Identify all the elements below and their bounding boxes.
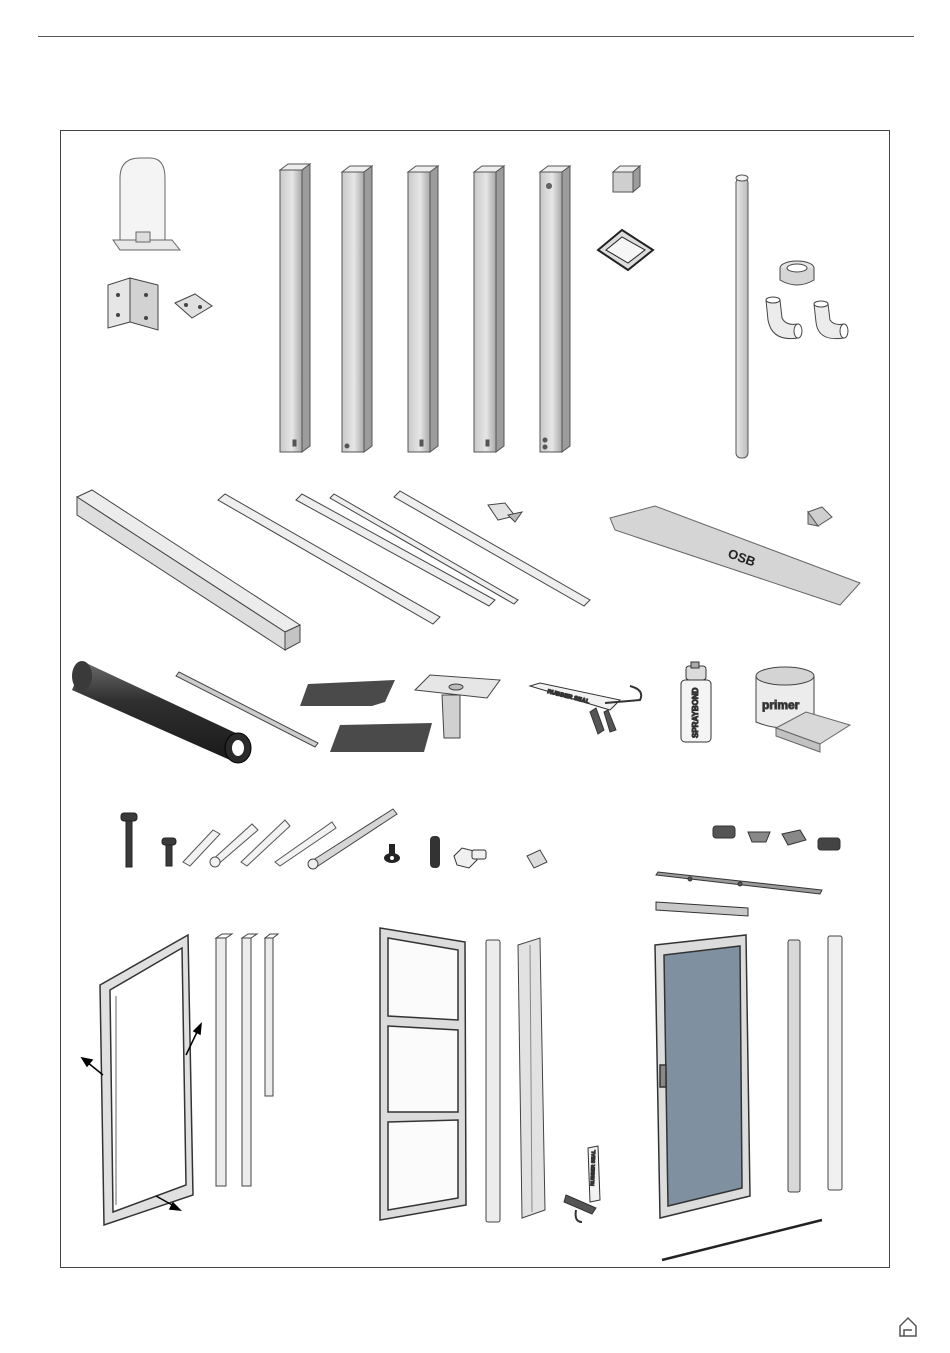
pipe-elbow-1	[766, 297, 802, 339]
end-cap	[488, 503, 522, 522]
sealant-gun	[530, 683, 641, 734]
osb-corner-piece	[808, 507, 832, 526]
post-cap	[613, 166, 640, 192]
arrow-left-icon	[82, 1058, 103, 1075]
sealant-tube-label: RUBBER SEAL	[546, 689, 591, 706]
primer-label: primer	[762, 698, 800, 712]
spray-adhesive-can	[681, 662, 711, 742]
window-frame	[100, 935, 193, 1225]
post-anchor-shoe	[113, 158, 180, 250]
square-flange	[598, 230, 653, 270]
fixed-glass-panel	[380, 928, 466, 1220]
post-3	[408, 166, 438, 452]
threaded-insert	[430, 836, 440, 868]
anchor-bolt	[308, 809, 397, 869]
pipe-connector	[780, 261, 814, 285]
corner-bracket	[108, 278, 158, 330]
sliding-track	[656, 872, 822, 894]
pipe-elbow-2	[814, 301, 848, 339]
door-sealant-gun	[564, 1146, 600, 1222]
threshold-strip	[662, 1220, 822, 1260]
spray-can-label: SPRAYBOND	[691, 687, 700, 738]
post-5	[540, 166, 570, 452]
door-fittings	[713, 826, 840, 850]
rubber-sheet-1	[300, 680, 395, 706]
door-profile-1	[788, 940, 800, 1192]
door-profile-2	[828, 936, 842, 1190]
frame-profile-2	[242, 934, 257, 1186]
self-drilling-screw	[384, 844, 400, 863]
roof-bar-2	[296, 494, 495, 606]
post-1	[280, 164, 310, 452]
panel-profile-2	[518, 938, 545, 1218]
post-2	[342, 166, 372, 452]
downpipe	[736, 175, 748, 458]
frame-profile-1	[216, 934, 232, 1186]
gutter-profile	[77, 490, 300, 650]
spacer-block	[527, 850, 547, 868]
post-4	[474, 166, 504, 452]
frame-profile-3	[265, 934, 278, 1096]
house-outline-icon	[900, 1318, 916, 1336]
rubber-sheet-2	[330, 723, 432, 752]
base-plate	[175, 294, 212, 318]
door-sealant-tube-label: RUBBER SEAL	[590, 1149, 598, 1187]
panel-profile-1	[486, 940, 500, 1222]
osb-label: OSB	[725, 545, 758, 570]
hex-bolt	[454, 848, 486, 868]
rubber-membrane-roll	[72, 661, 251, 763]
bolt-short	[162, 838, 176, 866]
sliding-door	[655, 935, 750, 1218]
track-bar	[656, 902, 748, 916]
bolt-long	[121, 813, 137, 867]
